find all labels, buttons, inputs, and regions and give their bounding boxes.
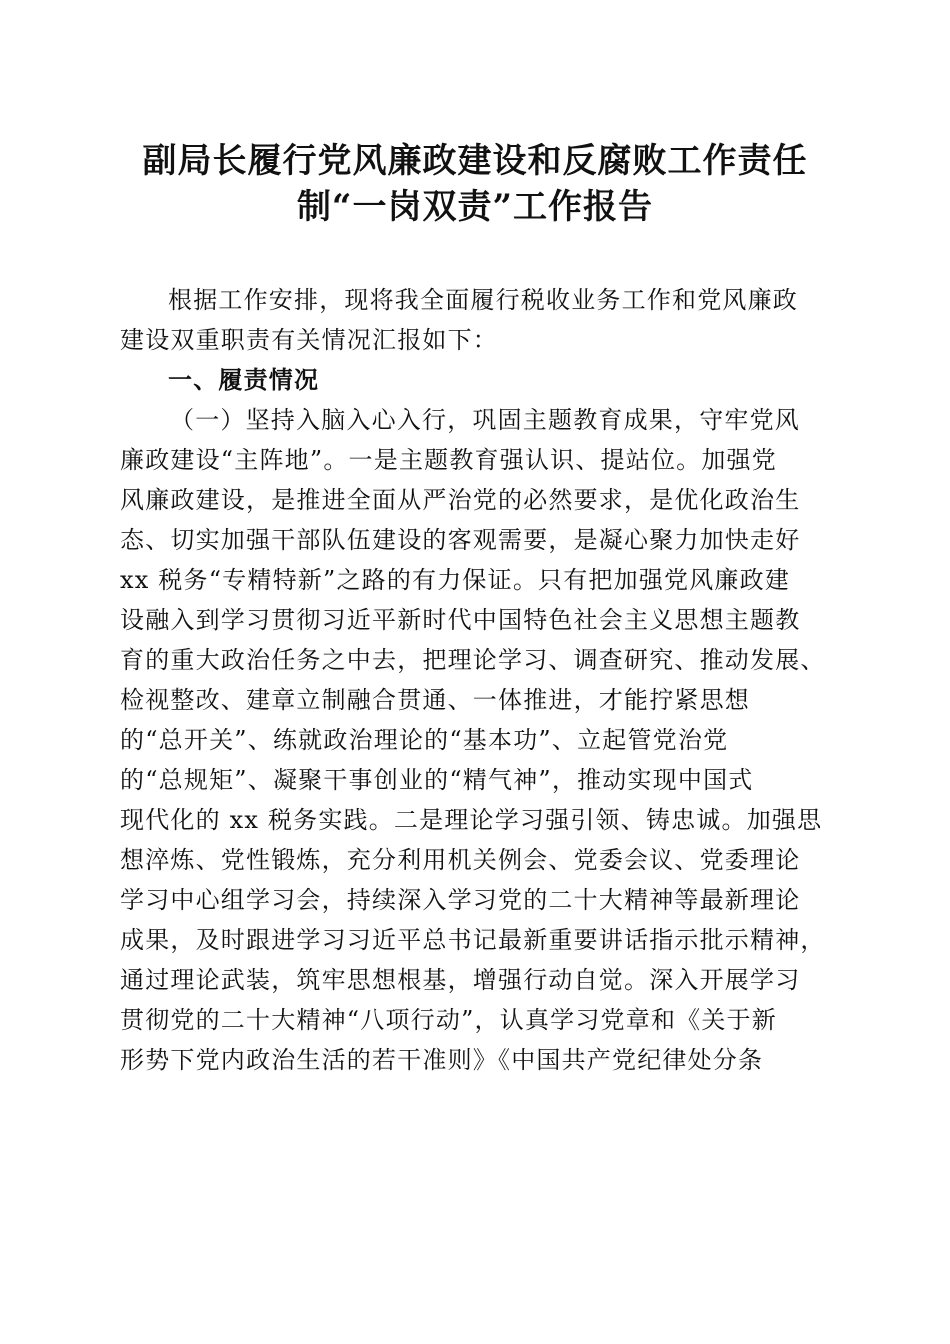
paragraph-line: 贯彻党的二十大精神“八项行动”，认真学习党章和《关于新 — [120, 1006, 777, 1034]
paragraph-line: 态、切实加强干部队伍建设的客观需要，是凝心聚力加快走好 — [120, 526, 801, 554]
paragraph-line: 学习中心组学习会，持续深入学习党的二十大精神等最新理论 — [120, 886, 801, 914]
paragraph-line: xx 税务“专精特新”之路的有力保证。只有把加强党风廉政建 — [120, 566, 791, 594]
paragraph-line: 设融入到学习贯彻习近平新时代中国特色社会主义思想主题教 — [120, 606, 801, 634]
paragraph-line: （一）坚持入脑入心入行，巩固主题教育成果，守牢党风 — [170, 406, 800, 434]
paragraph-line: 的“总开关”、练就政治理论的“基本功”、立起管党治党 — [120, 726, 729, 754]
paragraph-line: 成果，及时跟进学习习近平总书记最新重要讲话指示批示精神， — [120, 926, 826, 954]
paragraph-line: 想淬炼、党性锻炼，充分利用机关例会、党委会议、党委理论 — [120, 846, 801, 874]
paragraph-line: 形势下党内政治生活的若干准则》《中国共产党纪律处分条 — [120, 1046, 764, 1074]
paragraph-line: 根据工作安排，现将我全面履行税收业务工作和党风廉政 — [168, 286, 798, 314]
paragraph-line: 廉政建设“主阵地”。一是主题教育强认识、提站位。加强党 — [120, 446, 777, 474]
paragraph-line: 检视整改、建章立制融合贯通、一体推进，才能拧紧思想 — [120, 686, 750, 714]
paragraph-line: 现代化的 xx 税务实践。二是理论学习强引领、铸忠诚。加强思 — [120, 806, 823, 834]
document-body — [120, 280, 840, 1080]
title-line-1: 副局长履行党风廉政建设和反腐败工作责任 — [142, 141, 808, 181]
section-heading: 一、履责情况 — [168, 366, 320, 394]
paragraph-line: 的“总规矩”、凝聚干事创业的“精气神”，推动实现中国式 — [120, 766, 754, 794]
paragraph-line: 建设双重职责有关情况汇报如下： — [120, 326, 498, 354]
paragraph-line: 风廉政建设，是推进全面从严治党的必然要求，是优化政治生 — [120, 486, 801, 514]
paragraph-line: 育的重大政治任务之中去，把理论学习、调查研究、推动发展、 — [120, 646, 826, 674]
paragraph-line: 通过理论武装，筑牢思想根基，增强行动自觉。深入开展学习 — [120, 966, 801, 994]
title-line-2: 制“一岗双责”工作报告 — [296, 187, 654, 227]
document-title — [100, 138, 850, 230]
